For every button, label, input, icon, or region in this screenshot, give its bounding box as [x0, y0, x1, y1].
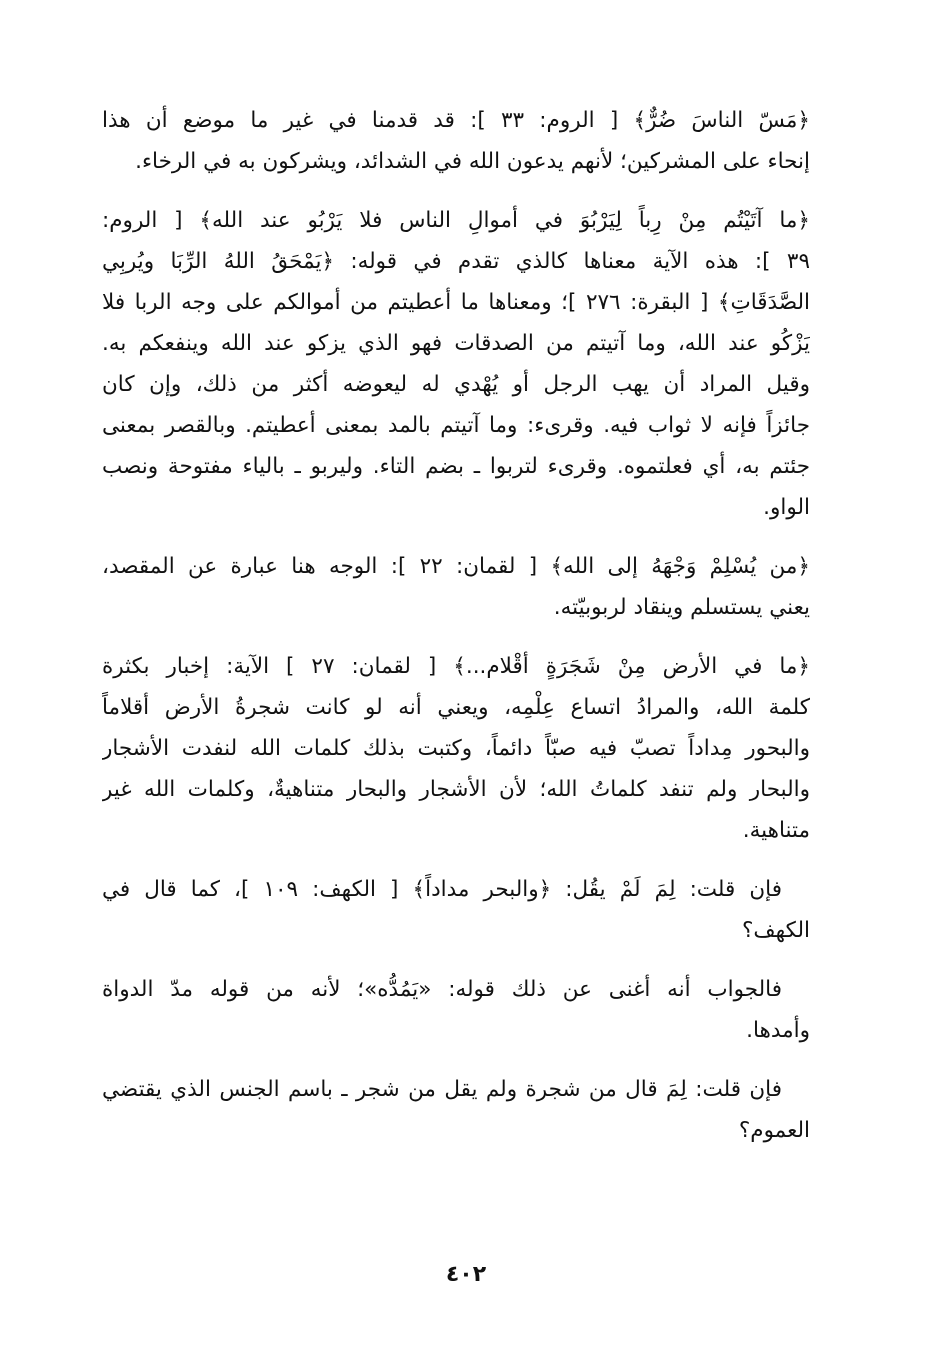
page-number: ٤٠٢ [445, 1262, 487, 1287]
paragraph-ar-rum-39 [102, 200, 810, 528]
text-line: فإن قلت: لِمَ قال من شجرة ولم يقل من شجر ـ باسم الجنس الذي يقتضي [102, 1077, 782, 1102]
paragraph-luqman-27 [102, 646, 810, 851]
text-line: جائزاً فإنه لا ثواب فيه. وقرىء: وما آتيتم بالمد بمعنى أعطيتم. وبالقصر بمعنى [102, 413, 810, 438]
text-line: فإن قلت: لِمَ لَمْ يقُل: ﴿والبحر مداداً﴾ [ الكهف: ١٠٩ ]، كما قال في [102, 877, 782, 902]
paragraph-ar-rum-33 [102, 100, 810, 182]
paragraph-answer-yamudduhu [102, 969, 810, 1051]
document-body [102, 100, 810, 1169]
text-line: والبحار ولم تنفد كلماتُ الله؛ لأن الأشجار والبحار متناهيةٌ، وكلمات الله غير [102, 777, 810, 802]
paragraph-question-shajarah [102, 1069, 810, 1151]
text-line: الصَّدَقَاتِ﴾ [ البقرة: ٢٧٦ ]؛ ومعناها ما أعطيتم من أموالكم على وجه الربا فلا [102, 290, 810, 315]
text-line: إنحاء على المشركين؛ لأنهم يدعون الله في الشدائد، ويشركون به في الرخاء. [135, 149, 810, 174]
text-line: ﴿مَسّ الناسَ ضُرٌّ﴾ [ الروم: ٣٣ ]: قد قدمنا في غير ما موضع أن هذا [102, 108, 810, 133]
text-line: العموم؟ [738, 1118, 810, 1143]
text-line: يَزْكُو عند الله، وما آتيتم من الصدقات فهو الذي يزكو عند الله وينفعكم به. [102, 331, 810, 356]
text-line: وأمدها. [746, 1018, 810, 1043]
text-line: الواو. [763, 495, 810, 520]
text-line: كلمة الله، والمرادُ اتساع عِلْمِه، ويعني أنه لو كانت شجرةُ الأرض أقلاماً [102, 695, 810, 720]
text-line: يعني يستسلم وينقاد لربوبيّته. [553, 595, 810, 620]
text-line: فالجواب أنه أغنى عن ذلك قوله: «يَمُدُّه»؛ لأنه من قوله مدّ الدواة [102, 977, 782, 1002]
paragraph-luqman-22 [102, 546, 810, 628]
text-line: ﴿من يُسْلِمْ وَجْهَهُ إلى الله﴾ [ لقمان: ٢٢ ]: الوجه هنا عبارة عن المقصد، [102, 554, 810, 579]
text-line: ﴿ما آتَيْتُم مِنْ رِباً لِيَرْبُوَ في أموالِ الناس فلا يَرْبُو عند الله﴾ [ الروم: [102, 208, 810, 233]
text-line: الكهف؟ [742, 918, 810, 943]
text-line: ٣٩ ]: هذه الآية معناها كالذي تقدم في قوله: ﴿يَمْحَقُ اللهُ الرِّبَا ويُربِي [102, 249, 810, 274]
text-line: جئتم به، أي فعلتموه. وقرىء لتربوا ـ بضم التاء. وليربو ـ بالياء مفتوحة ونصب [102, 454, 810, 479]
paragraph-question-kahf [102, 869, 810, 951]
text-line: ﴿ما في الأرض مِنْ شَجَرَةٍ أقْلام...﴾ [ لقمان: ٢٧ ] الآية: إخبار بكثرة [102, 654, 810, 679]
text-line: متناهية. [742, 818, 810, 843]
text-line: وقيل المراد أن يهب الرجل أو يُهْدي له ليعوضه أكثر من ذلك، وإن كان [102, 372, 810, 397]
text-line: والبحور مِداداً تصبّ فيه صبّاً دائماً، وكتبت بذلك كلمات الله لنفدت الأشجار [102, 736, 810, 761]
